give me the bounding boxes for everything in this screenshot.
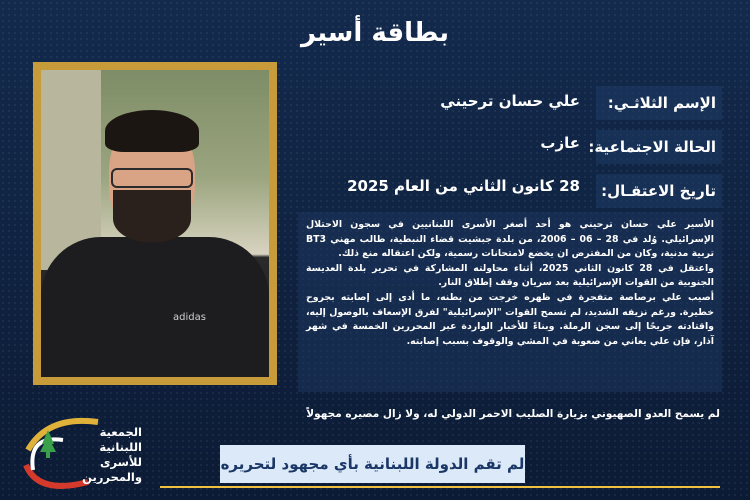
field-label-full-name: الإسم الثلاثـي: <box>596 86 722 120</box>
bio-paragraph: أصيب علي برصاصة متفجرة في ظهره خرجت من بطنه، ما أدى إلى إصابته بجروح خطيرة. ورغم نزيفه الشديد، لم تسمح القوات "الإسرائيلية" لفرق الإسعاف بالوصول إليه، واقتادته جريحًا إلى سجن الرملة. وبناءً للأخبار الواردة عبر المحررين الخمسة في شهر آذار، فإن علي يعاني من صعوبة في المشي والوقوف بسبب إصابته. <box>306 291 714 347</box>
field-label-marital-status: الحالة الاجتماعية: <box>596 130 722 164</box>
field-label-arrest-date: تاريخ الاعتقـال: <box>596 174 722 208</box>
bio-paragraph: الأسير علي حسان ترحيني هو أحد أصغر الأسرى اللبنانيين في سجون الاحتلال الإسرائيلي. وُلد في 28 – 06 – 2006، من بلدة جبشيت قضاء النبطية، طالب مهني BT3 تربية مدنية، وكان من المفترض ان يخضع لامتحانات رسمية، ولكن اعتقاله منع ذلك. <box>306 219 715 260</box>
red-cross-note: لم يسمح العدو الصهيوني بزيارة الصليب الاحمر الدولي له، ولا زال مصيره مجهولاً <box>306 408 720 420</box>
prisoner-photo <box>41 70 269 377</box>
biography-box <box>298 212 722 392</box>
field-value-marital-status: عازب <box>540 134 580 152</box>
card-title: بطاقة أسير <box>301 18 449 48</box>
bio-paragraph: واعتقل في 28 كانون الثاني 2025، أثناء محاولته المشاركة في تحرير بلدة العديسة الجنوبية من القوات الإسرائيلية بعد سريان وقف إطلاق النار. <box>306 262 715 289</box>
call-to-action-banner: لم تقم الدولة اللبنانية بأي مجهود لتحريره <box>220 445 525 483</box>
organization-name: الجمعية اللبنانية للأسرى والمحررين <box>82 425 142 484</box>
shirt-brand-logo: adidas <box>173 312 206 323</box>
field-value-arrest-date: 28 كانون الثاني من العام 2025 <box>347 177 580 195</box>
field-value-full-name: علي حسان ترحيني <box>440 92 580 110</box>
banner-underline <box>160 486 720 488</box>
prisoner-photo-frame <box>33 62 277 385</box>
